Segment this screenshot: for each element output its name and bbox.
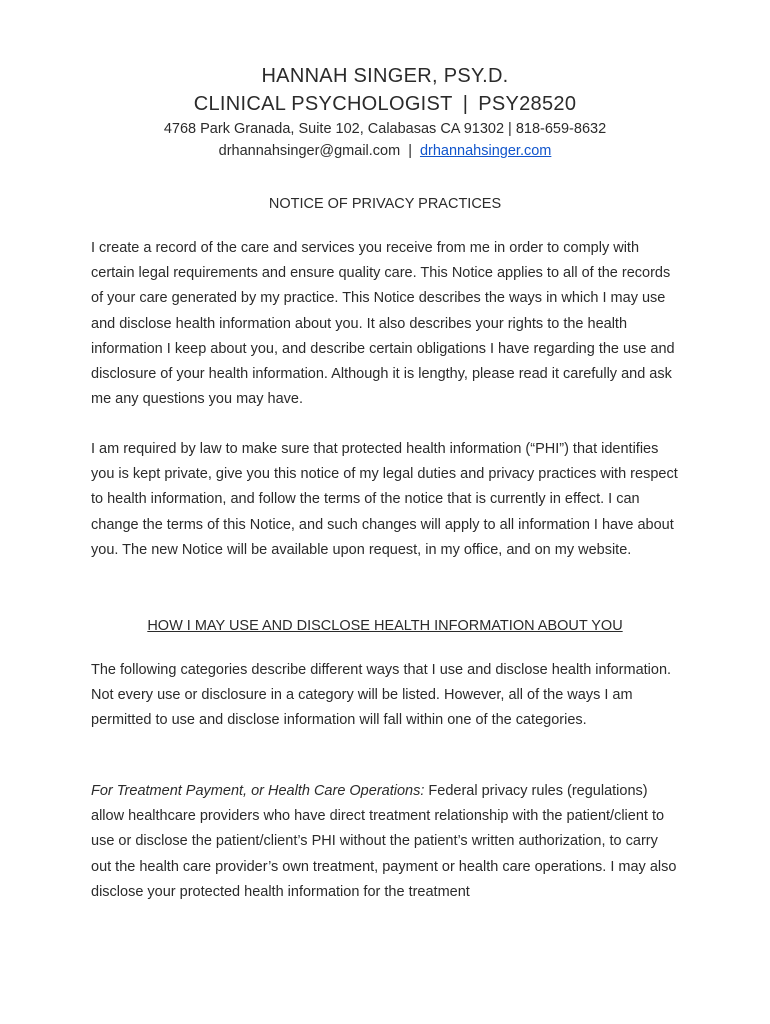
treatment-paragraph [91,779,681,905]
provider-title: CLINICAL PSYCHOLOGIST [193,93,453,115]
website-link[interactable]: drhannahsinger.com [419,143,552,159]
license-number: PSY28520 [478,93,577,115]
treatment-body: Federal privacy rules (regulations) allow healthcare providers who have direct treatment relationship with the patient/client to use or disclose the patient/client’s PHI without the patient’s written authorization, to carry out the health care provider’s own treatment, payment or health care operations. I may also disclose your protected health information for the treatment [91,783,677,900]
categories-paragraph: The following categories describe different ways that I use and disclose health information. Not every use or disclosure in a category will be listed. However, all of the ways I am permitted to use and disclose information will fall within one of the categories. [91,662,672,729]
title-separator: | [462,93,469,115]
contact-line [0,140,770,162]
intro-paragraph: I create a record of the care and services you receive from me in order to comply with certain legal requirements and ensure quality care. This Notice applies to all of the records of your care generated by my practice. This Notice describes the ways in which I may use and disclose health information about you. It also describes your rights to the health information I keep about you, and describe certain obligations I have regarding the use and disclosure of your health information. Although it is lengthy, please read it carefully and ask me any questions you may have. [91,240,675,408]
treatment-lead: For Treatment Payment, or Health Care Operations: [91,783,425,799]
notice-title: NOTICE OF PRIVACY PRACTICES [268,196,502,212]
provider-title-line [0,90,770,118]
contact-separator: | [408,143,412,159]
provider-name: HANNAH SINGER, PSY.D. [261,65,509,87]
legal-duty-paragraph: I am required by law to make sure that protected health information (“PHI”) that identifies you is kept private, give you this notice of my legal duties and privacy practices with respect to health information, and follow the terms of the notice that is currently in effect. I can change the terms of this Notice, and such changes will apply to all information I have about you. The new Notice will be available upon request, in my office, and on my website. [91,441,678,558]
section-heading: HOW I MAY USE AND DISCLOSE HEALTH INFORMATION ABOUT YOU [147,618,623,634]
address-line: 4768 Park Granada, Suite 102, Calabasas CA 91302 | 818-659-8632 [163,121,607,137]
email-address: drhannahsinger@gmail.com [218,143,401,159]
